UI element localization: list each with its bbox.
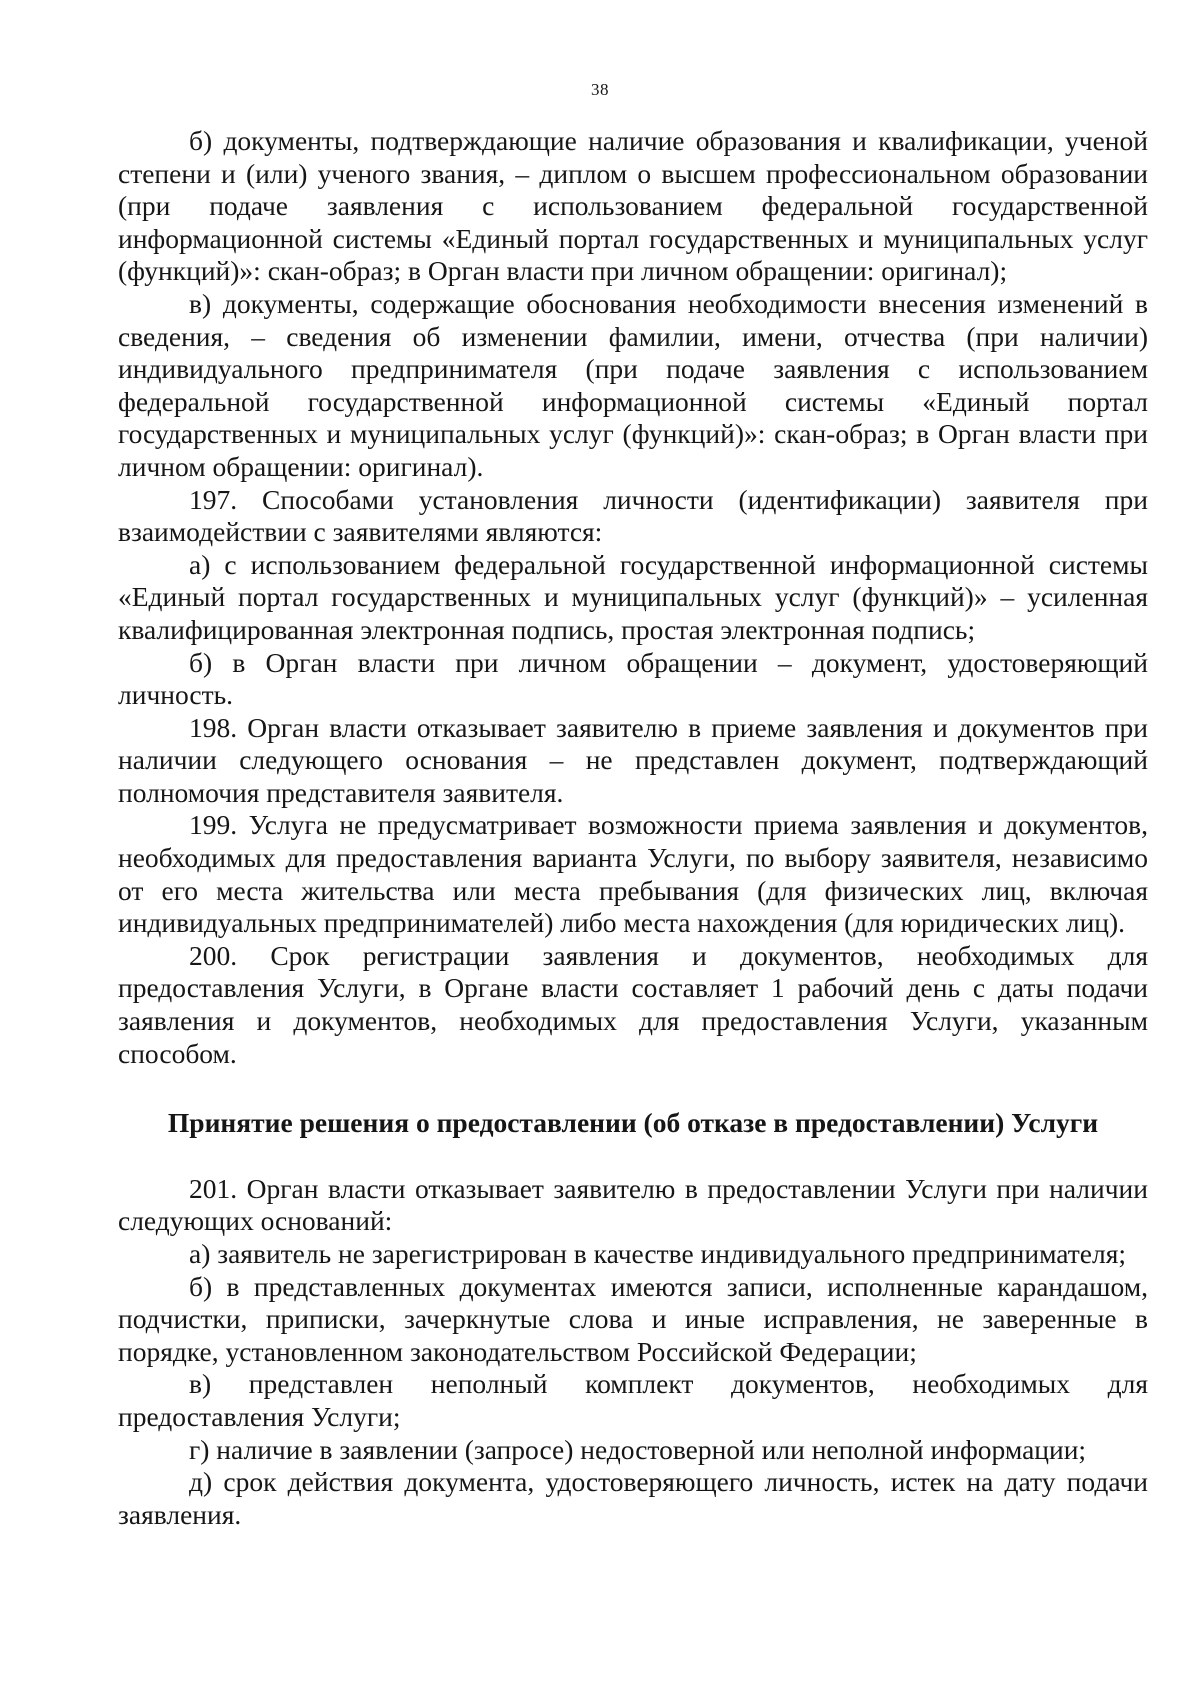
section-heading: Принятие решения о предоставлении (об отказе в предоставлении) Услуги: [167, 1107, 1099, 1139]
paragraph-201-g: г) наличие в заявлении (запросе) недостоверной или неполной информации;: [189, 1433, 1087, 1465]
document-body: [118, 125, 1148, 1531]
paragraph-197-b: б) в Орган власти при личном обращении – документ, удостоверяющий личность.: [118, 646, 1148, 711]
paragraph-197-a: а) с использованием федеральной государственной информационной системы «Единый портал государственных и муниципальных услуг (функций)» – усиленная квалифицированная электронная подпись, простая электронная подпись;: [118, 548, 1148, 645]
paragraph-201: 201. Орган власти отказывает заявителю в предоставлении Услуги при наличии следующих оснований:: [118, 1172, 1148, 1237]
paragraph-documents-education: б) документы, подтверждающие наличие образования и квалификации, ученой степени и (или) ученого звания, – диплом о высшем профессиональном образовании (при подаче заявления с использованием федеральной государственной информационной системы «Единый портал государственных и муниципальных услуг (функций)»: скан-образ; в Орган власти при личном обращении: оригинал);: [118, 125, 1148, 287]
paragraph-201-b: б) в представленных документах имеются записи, исполненные карандашом, подчистки, приписки, зачеркнутые слова и иные исправления, не заверенные в порядке, установленном законодательством Российской Федерации;: [118, 1270, 1148, 1367]
paragraph-201-v: в) представлен неполный комплект документов, необходимых для предоставления Услуги;: [118, 1368, 1148, 1432]
paragraph-199: 199. Услуга не предусматривает возможности приема заявления и документов, необходимых для предоставления варианта Услуги, по выбору заявителя, независимо от его места жительства или места пребывания (для физических лиц, включая индивидуальных предпринимателей) либо места нахождения (для юридических лиц).: [118, 809, 1148, 939]
paragraph-200: 200. Срок регистрации заявления и документов, необходимых для предоставления Услуги, в Органе власти составляет 1 рабочий день с даты подачи заявления и документов, необходимых для предоставления Услуги, указанным способом.: [118, 939, 1148, 1069]
paragraph-198: 198. Орган власти отказывает заявителю в приеме заявления и документов при наличии следующего основания – не представлен документ, подтверждающий полномочия представителя заявителя.: [118, 711, 1148, 808]
paragraph-201-d: д) срок действия документа, удостоверяющего личность, истек на дату подачи заявления.: [118, 1466, 1148, 1530]
page-number: 38: [591, 80, 609, 99]
paragraph-documents-changes: в) документы, содержащие обоснования необходимости внесения изменений в сведения, – сведения об изменении фамилии, имени, отчества (при наличии) индивидуального предпринимателя (при подаче заявления с использованием федеральной государственной информационной системы «Единый портал государственных и муниципальных услуг (функций)»: скан-образ; в Орган власти при личном обращении: оригинал).: [118, 287, 1148, 482]
paragraph-197: 197. Способами установления личности (идентификации) заявителя при взаимодействии с заявителями являются:: [118, 483, 1148, 548]
paragraph-201-a: а) заявитель не зарегистрирован в качестве индивидуального предпринимателя;: [189, 1238, 1127, 1269]
